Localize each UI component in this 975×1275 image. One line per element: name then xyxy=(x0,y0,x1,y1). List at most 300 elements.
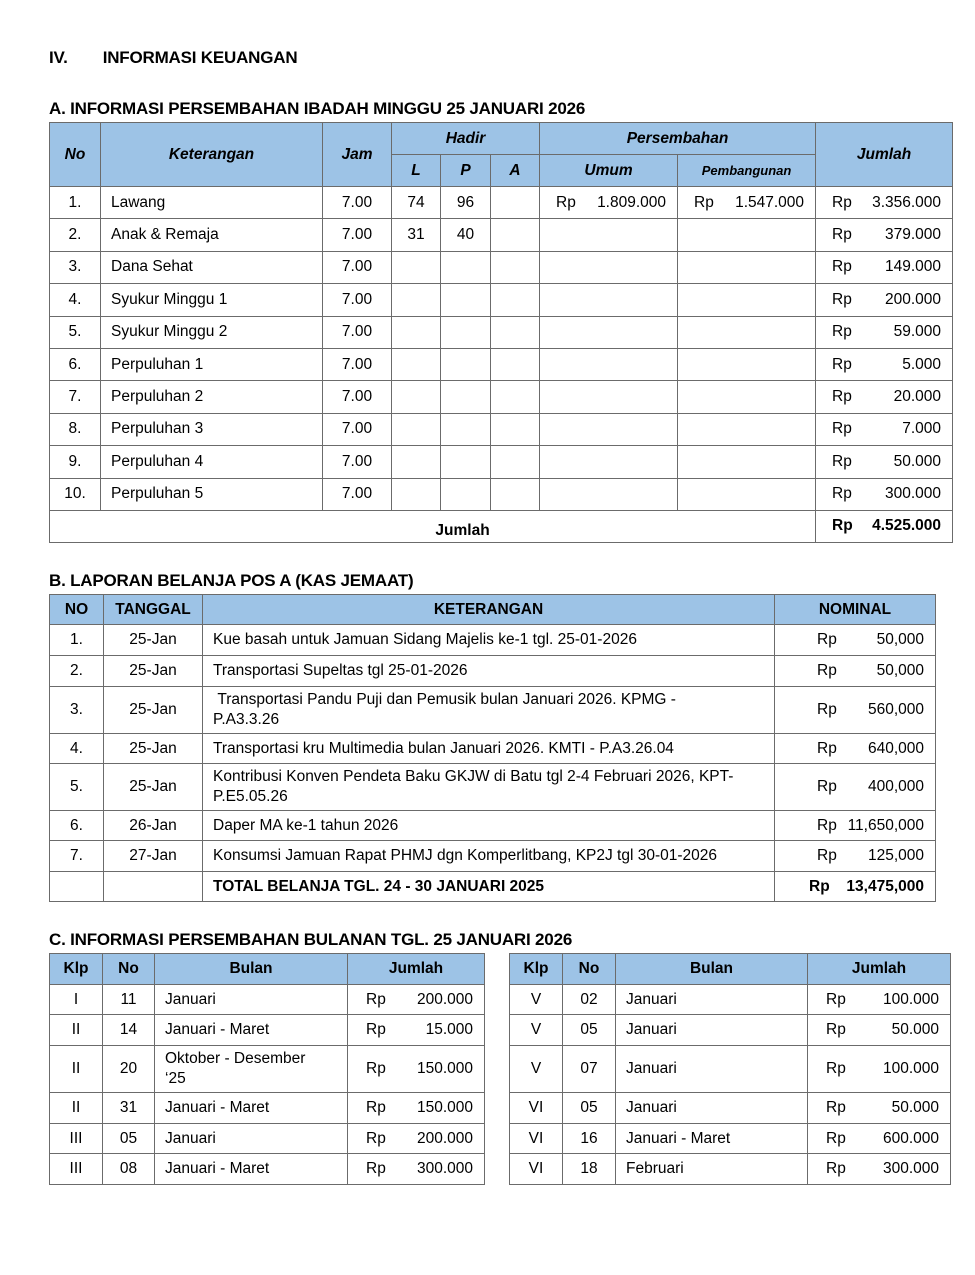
row-jumlah xyxy=(816,413,953,445)
row-amount xyxy=(348,985,485,1015)
amount-value: 50.000 xyxy=(891,1021,939,1038)
total-currency: Rp xyxy=(809,877,830,895)
row-month: Februari xyxy=(616,1154,808,1185)
row-attendance-a xyxy=(491,251,540,283)
row-pembangunan xyxy=(678,381,816,413)
row-attendance-a xyxy=(491,316,540,348)
section-heading xyxy=(49,48,297,68)
row-attendance-a xyxy=(491,446,540,478)
amount-value: 300.000 xyxy=(416,1160,473,1177)
total-currency: Rp xyxy=(832,517,853,535)
amount-value: 50,000 xyxy=(876,662,924,679)
header-keterangan: Keterangan xyxy=(101,123,323,187)
total-value: 4.525.000 xyxy=(872,517,942,535)
row-description: Lawang xyxy=(101,187,323,219)
row-number: 3. xyxy=(50,687,104,734)
amount-value: 125,000 xyxy=(867,847,924,864)
row-time: 7.00 xyxy=(323,251,392,283)
row-attendance-l xyxy=(392,251,441,283)
row-amount xyxy=(348,1124,485,1154)
table-row xyxy=(50,478,953,510)
currency-label: Rp xyxy=(817,631,837,648)
row-attendance-p xyxy=(441,251,491,283)
row-date: 25-Jan xyxy=(104,687,203,734)
total-value: 13,475,000 xyxy=(846,877,924,895)
row-time: 7.00 xyxy=(323,446,392,478)
row-umum xyxy=(540,446,678,478)
row-number: 18 xyxy=(563,1154,616,1185)
amount-value: 150.000 xyxy=(416,1099,473,1116)
amount-value: 5.000 xyxy=(902,355,942,373)
row-number: 5. xyxy=(50,764,104,811)
row-pembangunan xyxy=(678,251,816,283)
amount-value: 7.000 xyxy=(902,420,942,438)
row-umum xyxy=(540,413,678,445)
row-number: 9. xyxy=(50,446,101,478)
row-attendance-a xyxy=(491,413,540,445)
table-row xyxy=(50,251,953,283)
row-description: Anak & Remaja xyxy=(101,219,323,251)
currency-label: Rp xyxy=(556,193,576,211)
table-row xyxy=(50,841,936,872)
table-row xyxy=(50,1093,485,1124)
row-jumlah xyxy=(816,381,953,413)
row-attendance-p: 96 xyxy=(441,187,491,219)
row-nominal xyxy=(775,841,936,872)
table-row xyxy=(50,413,953,445)
amount-value: 100.000 xyxy=(882,990,939,1008)
total-value-cell xyxy=(775,872,936,902)
table-row xyxy=(50,985,485,1015)
currency-label: Rp xyxy=(817,739,837,757)
table-row xyxy=(50,1124,485,1154)
currency-label: Rp xyxy=(817,816,837,834)
currency-label: Rp xyxy=(366,1129,386,1147)
offering-table xyxy=(49,122,953,543)
table-row xyxy=(510,1124,951,1154)
row-time: 7.00 xyxy=(323,381,392,413)
table-row xyxy=(50,219,953,251)
row-amount xyxy=(348,1015,485,1046)
row-attendance-p xyxy=(441,348,491,380)
header-l: L xyxy=(392,155,441,187)
row-number: 2. xyxy=(50,219,101,251)
row-number: 20 xyxy=(103,1046,155,1093)
amount-value: 50,000 xyxy=(876,631,924,648)
table-row xyxy=(50,764,936,811)
section-number: IV. xyxy=(49,48,68,67)
row-jumlah xyxy=(816,478,953,510)
row-month: Januari xyxy=(616,1015,808,1046)
row-attendance-p xyxy=(441,381,491,413)
table-row xyxy=(510,1154,951,1185)
row-date: 27-Jan xyxy=(104,841,203,872)
currency-label: Rp xyxy=(832,258,852,276)
row-pembangunan xyxy=(678,478,816,510)
row-jumlah xyxy=(816,219,953,251)
amount-value: 11,650,000 xyxy=(847,816,924,834)
row-attendance-a xyxy=(491,478,540,510)
row-number: 05 xyxy=(563,1093,616,1124)
currency-label: Rp xyxy=(366,1021,386,1038)
currency-label: Rp xyxy=(817,847,837,864)
row-description: Kontribusi Konven Pendeta Baku GKJW di Batu tgl 2-4 Februari 2026, KPT-P.E5.05.26 xyxy=(203,764,775,811)
row-description: Perpuluhan 5 xyxy=(101,478,323,510)
row-attendance-p: 40 xyxy=(441,219,491,251)
row-number: 05 xyxy=(103,1124,155,1154)
currency-label: Rp xyxy=(817,778,837,795)
table-c-title: C. INFORMASI PERSEMBAHAN BULANAN TGL. 25 JANUARI 2026 xyxy=(49,930,573,949)
amount-value: 20.000 xyxy=(893,388,942,406)
row-month: Januari - Maret xyxy=(616,1124,808,1154)
section-title: INFORMASI KEUANGAN xyxy=(102,48,298,67)
row-attendance-l xyxy=(392,348,441,380)
row-attendance-p xyxy=(441,478,491,510)
row-number: 11 xyxy=(103,985,155,1015)
header-hadir: Hadir xyxy=(392,123,540,155)
header-klp: Klp xyxy=(510,954,563,985)
amount-value: 50.000 xyxy=(893,452,942,470)
row-date: 25-Jan xyxy=(104,625,203,656)
row-attendance-l xyxy=(392,381,441,413)
row-description: Syukur Minggu 1 xyxy=(101,284,323,316)
row-description: Daper MA ke-1 tahun 2026 xyxy=(203,811,775,841)
row-number: 31 xyxy=(103,1093,155,1124)
row-date: 25-Jan xyxy=(104,764,203,811)
header-pembangunan: Pembangunan xyxy=(678,155,816,187)
currency-label: Rp xyxy=(832,485,852,503)
row-month: Januari - Maret xyxy=(155,1015,348,1046)
row-attendance-l xyxy=(392,284,441,316)
amount-value: 150.000 xyxy=(416,1060,473,1077)
header-klp: Klp xyxy=(50,954,103,985)
total-row xyxy=(50,510,953,542)
row-amount xyxy=(808,1015,951,1046)
table-row xyxy=(50,348,953,380)
header-no: No xyxy=(103,954,155,985)
row-time: 7.00 xyxy=(323,219,392,251)
amount-value: 300.000 xyxy=(882,1160,939,1177)
row-time: 7.00 xyxy=(323,478,392,510)
table-row xyxy=(50,687,936,734)
row-time: 7.00 xyxy=(323,348,392,380)
row-number: 14 xyxy=(103,1015,155,1046)
row-attendance-a xyxy=(491,219,540,251)
row-number: 6. xyxy=(50,811,104,841)
amount-value: 1.547.000 xyxy=(735,193,805,211)
row-number: 10. xyxy=(50,478,101,510)
table-row xyxy=(510,1093,951,1124)
table-row xyxy=(50,1046,485,1093)
row-amount xyxy=(808,1093,951,1124)
table-row xyxy=(50,1015,485,1046)
row-number: 07 xyxy=(563,1046,616,1093)
row-number: 1. xyxy=(50,187,101,219)
row-time: 7.00 xyxy=(323,187,392,219)
row-umum xyxy=(540,251,678,283)
currency-label: Rp xyxy=(366,1160,386,1177)
row-date: 26-Jan xyxy=(104,811,203,841)
row-amount xyxy=(348,1093,485,1124)
row-amount xyxy=(348,1154,485,1185)
row-umum xyxy=(540,348,678,380)
row-umum xyxy=(540,478,678,510)
row-attendance-a xyxy=(491,187,540,219)
monthly-offering-table-left xyxy=(49,953,485,1185)
monthly-offering-table-right xyxy=(509,953,951,1185)
row-group: I xyxy=(50,985,103,1015)
amount-value: 50.000 xyxy=(891,1099,939,1116)
row-attendance-l: 31 xyxy=(392,219,441,251)
row-umum xyxy=(540,316,678,348)
row-group: VI xyxy=(510,1093,563,1124)
row-month: Januari xyxy=(616,1046,808,1093)
total-value-cell xyxy=(816,510,953,542)
row-group: III xyxy=(50,1124,103,1154)
row-group: VI xyxy=(510,1154,563,1185)
header-jumlah: Jumlah xyxy=(348,954,485,985)
header-p: P xyxy=(441,155,491,187)
row-pembangunan xyxy=(678,187,816,219)
header-jam: Jam xyxy=(323,123,392,187)
amount-value: 200.000 xyxy=(416,990,473,1008)
amount-value: 3.356.000 xyxy=(872,193,942,211)
row-month: Januari xyxy=(155,1124,348,1154)
header-keterangan: KETERANGAN xyxy=(203,595,775,625)
amount-value: 200.000 xyxy=(416,1129,473,1147)
amount-value: 1.809.000 xyxy=(597,193,667,211)
row-number: 08 xyxy=(103,1154,155,1185)
amount-value: 100.000 xyxy=(882,1060,939,1077)
row-time: 7.00 xyxy=(323,413,392,445)
table-a-title: A. INFORMASI PERSEMBAHAN IBADAH MINGGU 25 JANUARI 2026 xyxy=(49,99,586,118)
amount-value: 379.000 xyxy=(885,226,942,244)
row-nominal xyxy=(775,687,936,734)
header-no: No xyxy=(563,954,616,985)
currency-label: Rp xyxy=(832,323,852,341)
row-description: Transportasi Supeltas tgl 25-01-2026 xyxy=(203,656,775,687)
row-number: 4. xyxy=(50,284,101,316)
amount-value: 300.000 xyxy=(885,485,942,503)
amount-value: 15.000 xyxy=(425,1021,473,1038)
currency-label: Rp xyxy=(832,388,852,406)
row-number: 7. xyxy=(50,841,104,872)
row-attendance-l: 74 xyxy=(392,187,441,219)
header-jumlah: Jumlah xyxy=(808,954,951,985)
currency-label: Rp xyxy=(832,420,852,438)
row-attendance-l xyxy=(392,478,441,510)
table-row xyxy=(50,381,953,413)
row-group: VI xyxy=(510,1124,563,1154)
row-pembangunan xyxy=(678,219,816,251)
row-jumlah xyxy=(816,251,953,283)
amount-value: 600.000 xyxy=(882,1129,939,1147)
row-description: Syukur Minggu 2 xyxy=(101,316,323,348)
row-attendance-p xyxy=(441,413,491,445)
table-row xyxy=(50,284,953,316)
table-row xyxy=(50,316,953,348)
table-row xyxy=(50,187,953,219)
header-a: A xyxy=(491,155,540,187)
row-amount xyxy=(808,985,951,1015)
row-attendance-a xyxy=(491,284,540,316)
amount-value: 200.000 xyxy=(885,290,942,308)
row-pembangunan xyxy=(678,413,816,445)
currency-label: Rp xyxy=(817,662,837,679)
row-description: Perpuluhan 4 xyxy=(101,446,323,478)
row-nominal xyxy=(775,734,936,764)
row-jumlah xyxy=(816,446,953,478)
header-tanggal: TANGGAL xyxy=(104,595,203,625)
amount-value: 400,000 xyxy=(867,778,924,795)
row-pembangunan xyxy=(678,446,816,478)
table-row xyxy=(510,1015,951,1046)
row-umum xyxy=(540,187,678,219)
empty-cell xyxy=(50,872,104,902)
row-nominal xyxy=(775,656,936,687)
amount-value: 640,000 xyxy=(867,739,924,757)
currency-label: Rp xyxy=(826,990,846,1008)
row-date: 25-Jan xyxy=(104,656,203,687)
header-umum: Umum xyxy=(540,155,678,187)
row-jumlah xyxy=(816,316,953,348)
row-group: V xyxy=(510,985,563,1015)
empty-cell xyxy=(104,872,203,902)
header-no: No xyxy=(50,123,101,187)
header-no: NO xyxy=(50,595,104,625)
currency-label: Rp xyxy=(826,1129,846,1147)
amount-value: 149.000 xyxy=(885,258,942,276)
currency-label: Rp xyxy=(826,1160,846,1177)
row-jumlah xyxy=(816,284,953,316)
row-description: Transportasi Pandu Puji dan Pemusik bulan Januari 2026. KPMG - P.A3.3.26 xyxy=(203,687,775,734)
table-row xyxy=(510,1046,951,1093)
row-group: II xyxy=(50,1093,103,1124)
amount-value: 560,000 xyxy=(867,701,924,718)
row-nominal xyxy=(775,625,936,656)
row-time: 7.00 xyxy=(323,284,392,316)
row-pembangunan xyxy=(678,348,816,380)
expense-table xyxy=(49,594,936,902)
row-month: Januari xyxy=(616,1093,808,1124)
row-group: III xyxy=(50,1154,103,1185)
currency-label: Rp xyxy=(832,226,852,244)
row-description: Perpuluhan 2 xyxy=(101,381,323,413)
row-pembangunan xyxy=(678,284,816,316)
row-attendance-a xyxy=(491,381,540,413)
row-description: Kue basah untuk Jamuan Sidang Majelis ke-1 tgl. 25-01-2026 xyxy=(203,625,775,656)
row-number: 8. xyxy=(50,413,101,445)
row-umum xyxy=(540,381,678,413)
table-row xyxy=(510,985,951,1015)
row-umum xyxy=(540,284,678,316)
row-number: 02 xyxy=(563,985,616,1015)
row-number: 4. xyxy=(50,734,104,764)
total-row xyxy=(50,872,936,902)
row-group: II xyxy=(50,1015,103,1046)
row-number: 5. xyxy=(50,316,101,348)
row-group: V xyxy=(510,1015,563,1046)
row-month: Januari xyxy=(155,985,348,1015)
header-persembahan: Persembahan xyxy=(540,123,816,155)
row-amount xyxy=(808,1046,951,1093)
currency-label: Rp xyxy=(366,1099,386,1116)
row-month: Januari - Maret xyxy=(155,1093,348,1124)
currency-label: Rp xyxy=(832,452,852,470)
table-row xyxy=(50,656,936,687)
currency-label: Rp xyxy=(694,193,714,211)
row-number: 6. xyxy=(50,348,101,380)
row-amount xyxy=(348,1046,485,1093)
table-row xyxy=(50,446,953,478)
table-row xyxy=(50,1154,485,1185)
row-number: 7. xyxy=(50,381,101,413)
row-group: II xyxy=(50,1046,103,1093)
row-description: Perpuluhan 3 xyxy=(101,413,323,445)
row-number: 16 xyxy=(563,1124,616,1154)
row-pembangunan xyxy=(678,316,816,348)
row-description: Perpuluhan 1 xyxy=(101,348,323,380)
currency-label: Rp xyxy=(366,990,386,1008)
row-time: 7.00 xyxy=(323,316,392,348)
currency-label: Rp xyxy=(826,1099,846,1116)
table-row xyxy=(50,811,936,841)
currency-label: Rp xyxy=(366,1060,386,1077)
currency-label: Rp xyxy=(826,1021,846,1038)
row-nominal xyxy=(775,811,936,841)
row-description: Konsumsi Jamuan Rapat PHMJ dgn Komperlitbang, KP2J tgl 30-01-2026 xyxy=(203,841,775,872)
row-amount xyxy=(808,1154,951,1185)
table-row xyxy=(50,625,936,656)
row-description: Dana Sehat xyxy=(101,251,323,283)
currency-label: Rp xyxy=(832,290,852,308)
header-bulan: Bulan xyxy=(616,954,808,985)
row-umum xyxy=(540,219,678,251)
row-attendance-l xyxy=(392,446,441,478)
table-row xyxy=(50,734,936,764)
row-attendance-p xyxy=(441,446,491,478)
row-group: V xyxy=(510,1046,563,1093)
row-attendance-p xyxy=(441,284,491,316)
row-date: 25-Jan xyxy=(104,734,203,764)
row-number: 3. xyxy=(50,251,101,283)
row-attendance-a xyxy=(491,348,540,380)
row-attendance-p xyxy=(441,316,491,348)
row-amount xyxy=(808,1124,951,1154)
table-b-title: B. LAPORAN BELANJA POS A (KAS JEMAAT) xyxy=(49,571,414,590)
header-nominal: NOMINAL xyxy=(775,595,936,625)
row-month: Januari xyxy=(616,985,808,1015)
row-attendance-l xyxy=(392,413,441,445)
row-month: Oktober - Desember ‘25 xyxy=(155,1046,348,1093)
row-description: Transportasi kru Multimedia bulan Januari 2026. KMTI - P.A3.26.04 xyxy=(203,734,775,764)
currency-label: Rp xyxy=(832,355,852,373)
row-month: Januari - Maret xyxy=(155,1154,348,1185)
total-label: TOTAL BELANJA TGL. 24 - 30 JANUARI 2025 xyxy=(203,872,775,902)
total-label: Jumlah xyxy=(50,510,816,542)
header-jumlah: Jumlah xyxy=(816,123,953,187)
row-attendance-l xyxy=(392,316,441,348)
header-bulan: Bulan xyxy=(155,954,348,985)
amount-value: 59.000 xyxy=(893,323,942,341)
row-number: 05 xyxy=(563,1015,616,1046)
row-jumlah xyxy=(816,348,953,380)
currency-label: Rp xyxy=(832,193,852,211)
row-jumlah xyxy=(816,187,953,219)
row-number: 2. xyxy=(50,656,104,687)
currency-label: Rp xyxy=(817,701,837,718)
row-nominal xyxy=(775,764,936,811)
